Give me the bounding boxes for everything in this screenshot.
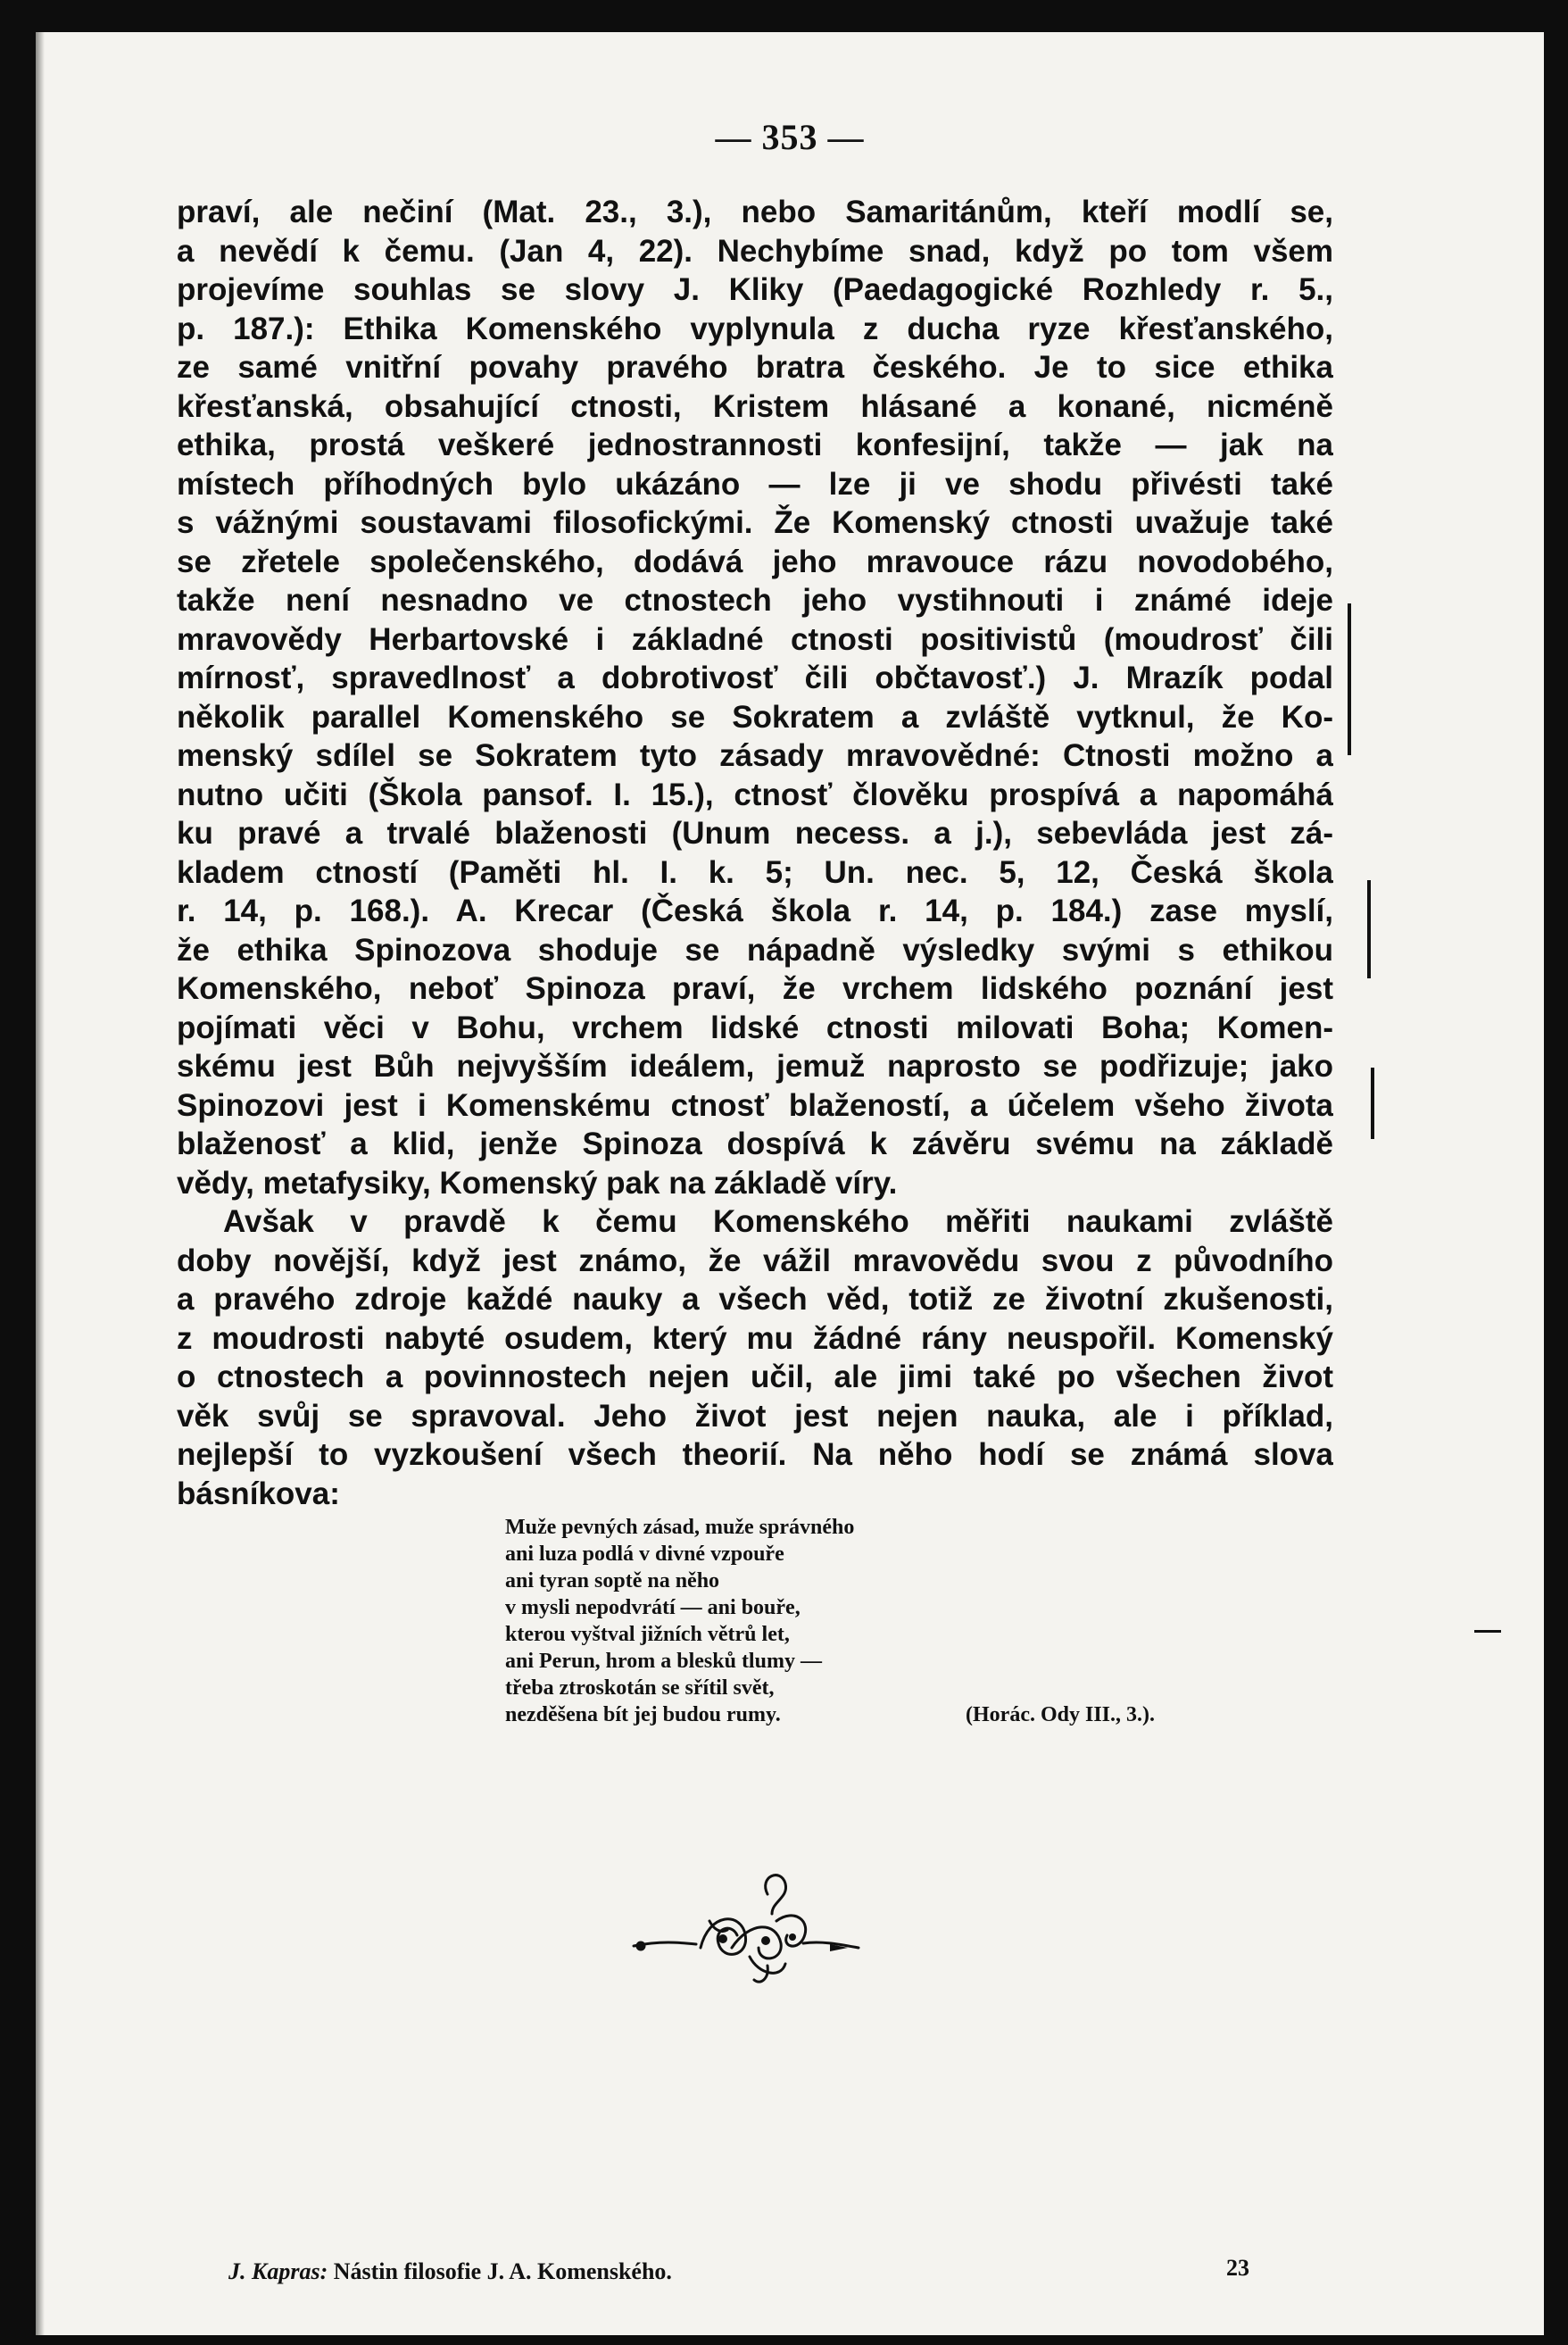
text-line: mírnosť, spravedlnosť a dobrotivosť čili občtavosť.) J. Mrazík podal xyxy=(177,661,1333,695)
text-line: Komenského, neboť Spinoza praví, že vrchem lidského poznání jest xyxy=(177,971,1333,1006)
text-line: že ethika Spinozova shoduje se nápadně výsledky svými s ethikou xyxy=(177,932,1333,968)
book-page xyxy=(36,32,1544,2335)
text-line: kladem ctností (Paměti hl. I. k. 5; Un. nec. 5, 12, Česká škola xyxy=(177,854,1333,890)
text-line: křesťanská, obsahující ctnosti, Kristem hlásané a konané, nicméně xyxy=(177,388,1333,424)
footer-author: J. Kapras: xyxy=(228,2258,328,2284)
margin-mark xyxy=(1348,603,1351,755)
poem-line: ani luza podlá v divné vzpouře xyxy=(505,1543,784,1566)
floral-ornament-icon xyxy=(625,1859,892,1992)
poem-line: v mysli nepodvrátí — ani bouře, xyxy=(505,1596,801,1619)
margin-mark xyxy=(1474,1630,1501,1633)
signature-mark: 23 xyxy=(1226,2255,1249,2281)
text-line: vědy, metafysiky, Komenský pak na základě víry. xyxy=(177,1165,898,1201)
poem-line: ani Perun, hrom a blesků tlumy — xyxy=(505,1650,822,1673)
poem-line: nezděšena bít jej budou rumy. xyxy=(505,1703,781,1726)
footer xyxy=(228,2258,1299,2285)
text-line: básníkova: xyxy=(177,1476,340,1511)
poem-line: třeba ztroskotán se sřítil svět, xyxy=(505,1676,775,1700)
page-number: — 353 — xyxy=(715,117,865,157)
text-line: z moudrosti nabyté osudem, který mu žádné rány neuspořil. Komenský xyxy=(177,1320,1333,1356)
text-line: nejlepší to vyzkoušení všech theorií. Na něho hodí se známá slova xyxy=(177,1437,1333,1472)
poem-quote xyxy=(505,1514,1308,1728)
text-line: ze samé vnitřní povahy pravého bratra českého. Je to sice ethika xyxy=(177,350,1333,385)
text-line: Avšak v pravdě k čemu Komenského měřiti naukami zvláště xyxy=(223,1204,1333,1239)
text-line: menský sdílel se Sokratem tyto zásady mravovědné: Ctnosti možno a xyxy=(177,738,1333,773)
text-line: věk svůj se spravoval. Jeho život jest nejen nauka, ale i příklad, xyxy=(177,1398,1333,1434)
text-line: skému jest Bůh nejvyšším ideálem, jemuž naprosto se podřizuje; jako xyxy=(177,1049,1333,1084)
poem-line: kterou vyštval jižních větrů let, xyxy=(505,1623,790,1646)
poem-line: ani tyran soptě na něho xyxy=(505,1569,720,1592)
text-line: o ctnostech a povinnostech nejen učil, ale jimi také po všechen život xyxy=(177,1360,1333,1394)
text-line: p. 187.): Ethika Komenského vyplynula z ducha ryze křesťanského, xyxy=(177,311,1333,346)
text-line: a nevědí k čemu. (Jan 4, 22). Nechybíme snad, když po tom všem xyxy=(177,233,1333,269)
text-line: ethika, prostá veškeré jednostrannosti konfesijní, takže — jak na xyxy=(177,428,1333,462)
text-line: blaženosť a klid, jenže Spinoza dospívá k závěru svému na základě xyxy=(177,1127,1333,1161)
text-line: praví, ale nečiní (Mat. 23., 3.), nebo Samaritánům, kteří modlí se, xyxy=(177,195,1333,229)
page-edge-shadow xyxy=(36,32,45,2335)
text-line: mravovědy Herbartovské i základné ctnosti positivistů (moudrosť čili xyxy=(177,621,1333,657)
margin-mark xyxy=(1367,880,1371,978)
text-line: doby novější, když jest známo, že vážil mravovědu svou z původního xyxy=(177,1243,1333,1278)
text-line: projevíme souhlas se slovy J. Kliky (Paedagogické Rozhledy r. 5., xyxy=(177,272,1333,307)
body-text xyxy=(177,193,1333,1513)
text-line: Spinozovi jest i Komenskému ctnosť blažeností, a účelem všeho života xyxy=(177,1087,1333,1123)
poem-source: (Horác. Ody III., 3.). xyxy=(966,1703,1155,1726)
text-line: takže není nesnadno ve ctnostech jeho vystihnouti i známé ideje xyxy=(177,583,1333,618)
poem-line: Muže pevných zásad, muže správného xyxy=(505,1516,855,1539)
margin-mark xyxy=(1371,1068,1374,1139)
text-line: se zřetele společenského, dodává jeho mravouce rázu novodobého, xyxy=(177,544,1333,579)
text-line: nutno učiti (Škola pansof. I. 15.), ctnosť člověku prospívá a napomáhá xyxy=(177,777,1333,812)
text-line: s vážnými soustavami filosofickými. Že Komenský ctnosti uvažuje také xyxy=(177,505,1333,540)
footer-title: Nástin filosofie J. A. Komenského. xyxy=(328,2258,672,2284)
text-line: r. 14, p. 168.). A. Krecar (Česká škola r. 14, p. 184.) zase myslí, xyxy=(177,894,1333,928)
text-line: a pravého zdroje každé nauky a všech věd, totiž ze životní zkušenosti, xyxy=(177,1282,1333,1317)
text-line: místech příhodných bylo ukázáno — lze ji ve shodu přivésti také xyxy=(177,466,1333,502)
text-line: několik parallel Komenského se Sokratem a zvláště vytknul, že Ko- xyxy=(177,699,1333,735)
text-line: pojímati věci v Bohu, vrchem lidské ctnosti milovati Boha; Komen- xyxy=(177,1010,1333,1045)
text-line: ku pravé a trvalé blaženosti (Unum necess. a j.), sebevláda jest zá- xyxy=(177,816,1333,851)
